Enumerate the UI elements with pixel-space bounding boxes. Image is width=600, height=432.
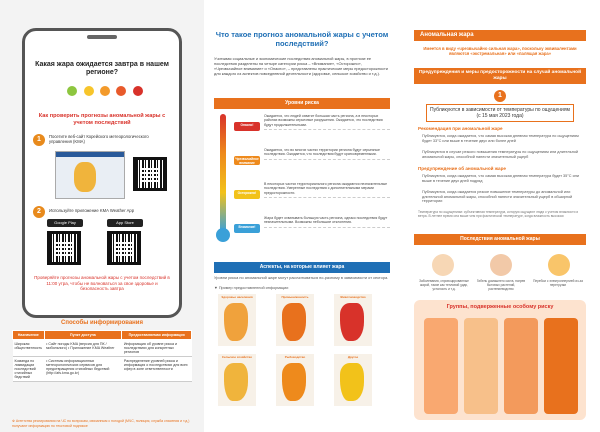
sector-map-label: Здоровье населения: [221, 295, 253, 299]
face-neutral-icon: [84, 86, 94, 96]
korea-map-icon: [340, 363, 364, 401]
table-footnote: ※ Агентства реагирования на ЧС по вопросам, связанным с погодой (МЧС, полиция, служба спасения и т.д.) получают информацию по текстовой подписке: [12, 419, 190, 428]
step2-badge: 2: [33, 206, 45, 218]
feels-like-note: Температура по ощущениям: субъективная температура, которую ощущают люди с учетом влажности и ветра. В летнее время она выше чем при фактической температуре, когда влажность высокая: [418, 210, 579, 218]
warning-point-1: Публикуются, когда ожидается, что самая высокая дневная температура будет 35°С или выше в течение двух дней подряд: [422, 174, 580, 183]
table-cell: Информация об уровне риска и последствиях для конкретных регионов: [122, 340, 192, 357]
effect-item: Перебои с электроэнергией из-за перегрузки: [533, 279, 583, 287]
right-title: Аномальная жара: [414, 30, 586, 41]
face-happy-icon: [67, 86, 77, 96]
face-angry-icon: [133, 86, 143, 96]
step-text: Публикуются в зависимости от температуры по ощущениям (с 15 мая 2023 года): [426, 104, 574, 122]
table-cell: • Сайт погоды KMA (версия для ПК / мобильного) • Приложение KMA Weather: [44, 340, 122, 357]
right-panel: [400, 0, 600, 432]
korea-map-icon: [224, 303, 248, 341]
sector-map: [218, 294, 256, 346]
sector-map: [334, 354, 372, 406]
table-row: [13, 357, 192, 382]
face-sad-icon: [100, 86, 110, 96]
example-label: ▼ Пример предоставленной информации: [214, 286, 289, 290]
korea-map-icon: [282, 363, 306, 401]
kma-website-qr-code[interactable]: [133, 157, 167, 191]
recommendation-point-1: Публикуются, когда ожидается, что самая высокая дневная температура по ощущениям будет 33°С или выше в течение двух или более дней: [422, 134, 579, 143]
korea-map-icon: [224, 363, 248, 401]
sector-map: [276, 354, 314, 406]
forecast-title: Предупреждения и меры предосторожности на случай аномальной жары: [414, 68, 586, 84]
risk-level-text: Ожидается, что во многих частях территории региона будут серьезные последствия. Ожидается, что последствия будут кратковременными.: [264, 148, 390, 160]
table-cell: • Системы информационных метеорологических сервисов для предотвращения стихийных бедствий (http://afs.kma.go.kr): [44, 357, 122, 382]
korea-map-icon: [282, 303, 306, 341]
forecast-note: Проверяйте прогнозы аномальной жары с учетом последствий в 11:00 утра, чтобы не волноваться за свое здоровье и безопасность завтра: [34, 275, 170, 291]
methods-table: [12, 330, 192, 382]
warning-title: Предупреждение об аномальной жаре: [418, 166, 506, 171]
risk-level-badge: Осторожно!: [234, 190, 260, 199]
middle-panel: [204, 0, 400, 432]
phone-title: Какая жара ожидается завтра в нашем регионе?: [35, 61, 169, 76]
risk-level-text: В некоторых частях территориального региона ожидаются незначительные последствия. Умеренные последствия с дополнительными мерами предосторожности.: [264, 182, 390, 198]
risk-level-text: Ожидается, что людей охватит большая часть региона, а в некоторых районах возможны серьезные разрушения. Ожидается, что последствия будут продолжительными.: [264, 114, 390, 130]
table-cell: Команда по ликвидации последствий стихийных бедствий: [13, 357, 45, 382]
risk-groups-title: Группы, подверженные особому риску: [446, 304, 554, 310]
table-header: Пункт доступа: [44, 331, 122, 340]
sector-map: [276, 294, 314, 346]
emoji-faces: [45, 83, 165, 101]
levels-title: Уровни риска: [214, 98, 390, 109]
thermometer: [220, 114, 226, 232]
face-upset-icon: [116, 86, 126, 96]
sector-map-label: Промышленность: [281, 295, 309, 299]
check-title: Как проверить прогнозы аномальной жары с учетом последствий: [38, 113, 166, 126]
step2-text: Используйте приложение KMA Weather App: [49, 208, 135, 213]
korea-map-icon: [340, 303, 364, 341]
aspects-intro: Уровни риска по аномальной жаре могут рассчитываться по-разному в зависимости от сектора.: [214, 275, 389, 280]
child-illustration: [464, 318, 498, 414]
risk-level-badge: Внимание!: [234, 224, 260, 233]
right-intro: Имеется в виду «чрезвычайно сильная жара», поскольку эквивалентами являются «экстремальная» или «палящая жара»: [423, 46, 577, 57]
app-store-badge[interactable]: App Store: [107, 219, 143, 227]
methods-title: Способы информирования: [61, 320, 143, 326]
step1-text: Посетите веб-сайт Корейского метеорологического управления (KMA): [49, 134, 149, 144]
thermometer-bulb: [216, 228, 230, 242]
recommendation-title: Рекомендация при аномальной жаре: [418, 126, 503, 131]
livestock-icon: [490, 254, 512, 276]
risk-level-text: Жара будет охватывать большую часть региона, однако последствия будут незначительными. Возможны небольшие отклонения.: [264, 216, 390, 228]
power-outage-icon: [548, 254, 570, 276]
farmer-illustration: [544, 318, 578, 414]
step1-badge: 1: [33, 134, 45, 146]
aspects-title: Аспекты, на которые влияет жара: [214, 262, 390, 273]
heat-illness-icon: [432, 254, 454, 276]
step-number-badge: 1: [494, 90, 506, 102]
sector-map-label: Рыбоводство: [284, 355, 306, 359]
sector-map-label: Другое: [347, 355, 359, 359]
google-play-badge[interactable]: Google Play: [47, 219, 83, 227]
google-play-qr-code[interactable]: [47, 231, 81, 265]
table-row: [13, 340, 192, 357]
middle-intro: Учитывая социальные и экономические последствия аномальной жары, в прогнозе ее последствия разделены на четыре категории риска – «Внимание», «Осторожно», «Чрезвычайное внимание» и «Опасно», – представлены практические меры предосторожности для каждого из аспектов повседневной деятельности (здоровье, сельское хозяйство и т.д.).: [214, 56, 388, 76]
outdoor-worker-illustration: [504, 318, 538, 414]
sector-map: [218, 354, 256, 406]
phone-illustration: [22, 28, 182, 318]
sector-map: [334, 294, 372, 346]
app-store-qr-code[interactable]: [107, 231, 141, 265]
table-header: Назначение: [13, 331, 45, 340]
sector-map-label: Сельское хозяйство: [221, 355, 253, 359]
effect-item: Гибель домашнего скота, нагрев бытовых растений, растениеводство: [476, 279, 526, 291]
table-cell: Широкая общественность: [13, 340, 45, 357]
middle-title: Что такое прогноз аномальной жары с учетом последствий?: [215, 30, 389, 48]
recommendation-point-2: Публикуются в случае резкого повышения температуры по ощущениям или длительной аномальной жары, способной нанести значительный ущерб: [422, 150, 579, 159]
warning-point-2: Публикуются, когда ожидается резкое повышение температуры до аномальной или длительной аномальной жары, способной нанести значительный ущерб в обширной территории: [422, 190, 573, 204]
phone-notch: [87, 35, 117, 39]
risk-level-badge: Опасно!: [234, 122, 260, 131]
left-panel: [0, 0, 204, 432]
table-header: Предоставляемая информация: [122, 331, 192, 340]
risk-level-badge: Чрезвычайное внимание: [235, 156, 259, 165]
sector-map-label: Животноводство: [340, 295, 366, 299]
effect-item: Заболевания, спровоцированные жарой, такие как тепловой удар, усталость и т.д.: [419, 279, 469, 291]
table-cell: Распределение уровней риска и информация о последствиях для всех сфер в зоне ответственности: [122, 357, 192, 382]
effects-title: Последствия аномальной жары: [414, 234, 586, 245]
elderly-illustration: [424, 318, 458, 414]
kma-website-screenshot: [55, 151, 125, 199]
